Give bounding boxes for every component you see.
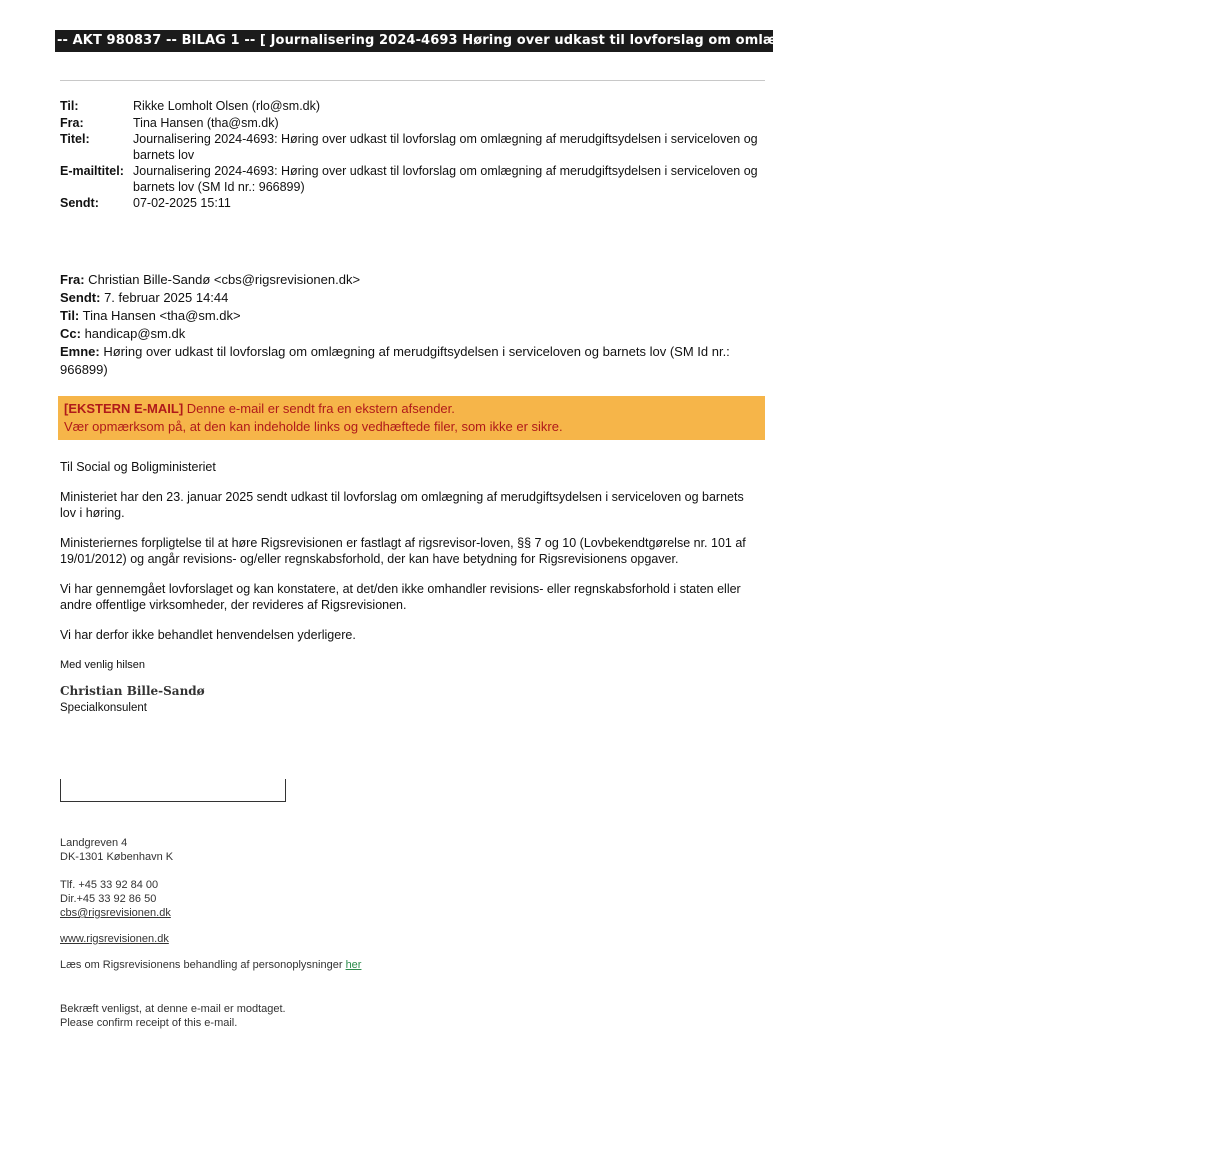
body-paragraph: Ministeriet har den 23. januar 2025 sendt udkast til lovforslag om omlægning af merudgiftsydelsen i serviceloven og barnets lov i høring. bbox=[60, 490, 744, 520]
meta-row-email-title bbox=[60, 164, 765, 195]
greeting: Til Social og Boligministeriet bbox=[60, 460, 216, 474]
confirm-english: Please confirm receipt of this e-mail. bbox=[60, 1017, 238, 1029]
body-paragraph: Vi har gennemgået lovforslaget og kan konstatere, at det/den ikke omhandler revisions- eller regnskabsforhold i staten eller andre offentlige virksomheder, der revideres af Rigsrevisionen. bbox=[60, 582, 741, 612]
meta-key: Fra: bbox=[60, 115, 84, 130]
signature-placeholder bbox=[60, 779, 286, 802]
subject-value: Høring over udkast til lovforslag om omlægning af merudgiftsydelsen i serviceloven og barnets lov (SM Id nr.: 966899) bbox=[60, 344, 730, 377]
cc-value: handicap@sm.dk bbox=[80, 326, 186, 341]
email-from bbox=[60, 271, 770, 289]
meta-key: Sendt: bbox=[60, 196, 99, 210]
closing: Med venlig hilsen bbox=[60, 659, 145, 671]
meta-key: E-mailtitel: bbox=[60, 164, 124, 178]
meta-row-sent bbox=[60, 196, 765, 212]
address-line: Landgreven 4 bbox=[60, 837, 128, 849]
to-label: Til: bbox=[60, 308, 80, 323]
meta-value: Tina Hansen (tha@sm.dk) bbox=[133, 115, 279, 130]
external-email-warning bbox=[58, 396, 765, 440]
from-label: Fra: bbox=[60, 272, 85, 287]
cc-label: Cc: bbox=[60, 326, 81, 341]
warning-line-1 bbox=[64, 400, 759, 418]
meta-value: Journalisering 2024-4693: Høring over udkast til lovforslag om omlægning af merudgiftsydelsen i serviceloven og barnets lov (SM Id nr.: 966899) bbox=[133, 164, 758, 194]
meta-row-from bbox=[60, 116, 765, 132]
body-paragraph: Vi har derfor ikke behandlet henvendelsen yderligere. bbox=[60, 628, 356, 642]
email-to bbox=[60, 307, 770, 325]
privacy-link[interactable]: her bbox=[345, 959, 362, 971]
privacy-notice bbox=[60, 958, 760, 972]
meta-value: 07-02-2025 15:11 bbox=[133, 196, 231, 210]
document-banner: -- AKT 980837 -- BILAG 1 -- [ Journalisering 2024-4693 Høring over udkast til lovforslag om omlægning af merudgiftsydelsen i serviceloven og barnets lov ] bbox=[55, 30, 773, 52]
email-header bbox=[60, 271, 770, 379]
meta-key: Titel: bbox=[60, 132, 90, 146]
from-value: Christian Bille-Sandø <cbs@rigsrevisionen.dk> bbox=[84, 272, 361, 287]
meta-row-title bbox=[60, 132, 765, 163]
phone: Tlf. +45 33 92 84 00 bbox=[60, 879, 159, 891]
meta-value: Rikke Lomholt Olsen (rlo@sm.dk) bbox=[133, 99, 321, 113]
journal-metadata bbox=[60, 99, 765, 213]
warning-line-2: Vær opmærksom på, at den kan indeholde links og vedhæftede filer, som ikke er sikre. bbox=[64, 419, 563, 434]
warning-tag: [EKSTERN E-MAIL] bbox=[64, 401, 184, 416]
meta-key: Til: bbox=[60, 99, 79, 113]
warning-text: Denne e-mail er sendt fra en ekstern afsender. bbox=[183, 401, 455, 416]
direct-phone: Dir.+45 33 92 86 50 bbox=[60, 893, 157, 905]
signature-footer bbox=[60, 836, 760, 1030]
email-body bbox=[60, 459, 760, 716]
subject-label: Emne: bbox=[60, 344, 100, 359]
address-line: DK-1301 København K bbox=[60, 851, 174, 863]
website-link[interactable]: www.rigsrevisionen.dk bbox=[60, 933, 169, 945]
sent-label: Sendt: bbox=[60, 290, 101, 305]
to-value: Tina Hansen <tha@sm.dk> bbox=[79, 308, 241, 323]
sent-value: 7. februar 2025 14:44 bbox=[100, 290, 229, 305]
confirm-danish: Bekræft venligst, at denne e-mail er modtaget. bbox=[60, 1003, 286, 1015]
meta-row-to bbox=[60, 99, 765, 115]
divider bbox=[60, 80, 765, 81]
email-sent bbox=[60, 289, 770, 307]
body-paragraph: Ministeriernes forpligtelse til at høre Rigsrevisionen er fastlagt af rigsrevisor-loven, §§ 7 og 10 (Lovbekendtgørelse nr. 101 af 19/01/2012) og angår revisions- og/eller regnskabsforhold, der kan have betydning for Rigsrevisionens opgaver. bbox=[60, 536, 746, 566]
email-link[interactable]: cbs@rigsrevisionen.dk bbox=[60, 907, 171, 919]
privacy-text: Læs om Rigsrevisionens behandling af personoplysninger bbox=[60, 959, 346, 971]
meta-value: Journalisering 2024-4693: Høring over udkast til lovforslag om omlægning af merudgiftsydelsen i serviceloven og barnets lov bbox=[133, 132, 758, 162]
email-subject bbox=[60, 343, 770, 379]
email-cc bbox=[60, 325, 770, 343]
signature-name: Christian Bille-Sandø bbox=[60, 684, 205, 698]
signature-title: Specialkonsulent bbox=[60, 702, 147, 714]
